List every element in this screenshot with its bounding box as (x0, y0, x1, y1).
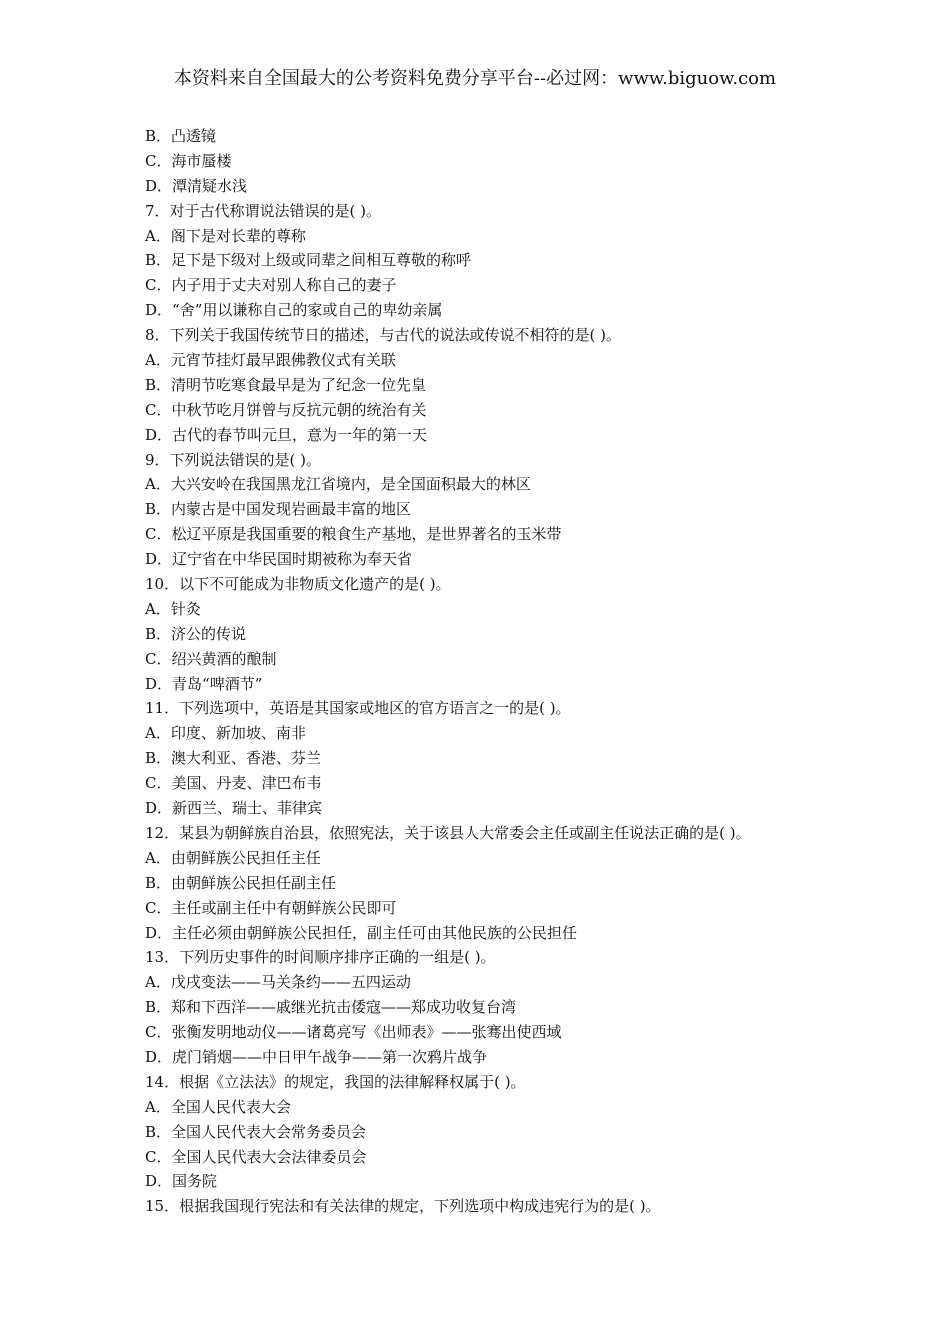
answer-option: C．全国人民代表大会法律委员会 (145, 1147, 367, 1166)
answer-option: C．张衡发明地动仪——诸葛亮写《出师表》——张骞出使西域 (145, 1023, 562, 1042)
answer-option: B．澳大利亚、香港、芬兰 (145, 749, 322, 768)
answer-option: A．由朝鲜族公民担任主任 (145, 848, 321, 867)
answer-option: A．大兴安岭在我国黑龙江省境内，是全国面积最大的林区 (145, 475, 531, 494)
answer-option: B．由朝鲜族公民担任副主任 (145, 873, 337, 892)
answer-option: D．虎门销烟——中日甲午战争——第一次鸦片战争 (145, 1047, 488, 1066)
answer-option: D．国务院 (145, 1172, 218, 1191)
answer-option: C．主任或副主任中有朝鲜族公民即可 (145, 898, 397, 917)
answer-option: B．内蒙古是中国发现岩画最丰富的地区 (145, 500, 412, 519)
answer-option: D．“舍”用以谦称自己的家或自己的卑幼亲属 (145, 301, 443, 320)
question-stem: 11．下列选项中，英语是其国家或地区的官方语言之一的是( )。 (145, 699, 571, 718)
question-stem: 7．对于古代称谓说法错误的是( )。 (145, 201, 382, 220)
answer-option: B．足下是下级对上级或同辈之间相互尊敬的称呼 (145, 251, 472, 270)
answer-option: D．辽宁省在中华民国时期被称为奉天省 (145, 550, 413, 569)
document-body (145, 124, 925, 1219)
answer-option: D．古代的春节叫元旦，意为一年的第一天 (145, 425, 428, 444)
answer-option: B．清明节吃寒食最早是为了纪念一位先皇 (145, 375, 427, 394)
answer-option: A．印度、新加坡、南非 (145, 724, 306, 743)
answer-option: C．中秋节吃月饼曾与反抗元朝的统治有关 (145, 400, 427, 419)
question-stem: 12．某县为朝鲜族自治县，依照宪法，关于该县人大常委会主任或副主任说法正确的是( )。 (145, 823, 751, 842)
answer-option: D．新西兰、瑞士、菲律宾 (145, 799, 323, 818)
answer-option: A．针灸 (145, 599, 201, 618)
answer-option: C．美国、丹麦、津巴布韦 (145, 774, 322, 793)
answer-option: B．凸透镜 (145, 127, 217, 145)
page-header: 本资料来自全国最大的公考资料免费分享平台--必过网：www.biguow.com (173, 68, 777, 89)
answer-option: A．全国人民代表大会 (145, 1097, 291, 1116)
question-stem: 8．下列关于我国传统节日的描述，与古代的说法或传说不相符的是( )。 (145, 326, 622, 345)
answer-option: B．郑和下西洋——戚继光抗击倭寇——郑成功收复台湾 (145, 998, 517, 1017)
answer-option: C．松辽平原是我国重要的粮食生产基地，是世界著名的玉米带 (145, 525, 562, 544)
answer-option: C．内子用于丈夫对别人称自己的妻子 (145, 276, 397, 295)
answer-option: C．绍兴黄酒的酿制 (145, 649, 277, 668)
answer-option: C．海市蜃楼 (145, 151, 232, 170)
question-stem: 9．下列说法错误的是( )。 (145, 450, 322, 469)
question-stem: 14．根据《立法法》的规定，我国的法律解释权属于( )。 (145, 1072, 526, 1091)
question-stem: 13．下列历史事件的时间顺序排序正确的一组是( )。 (145, 948, 496, 967)
answer-option: D．青岛“啤酒节” (145, 674, 263, 693)
answer-option: B．全国人民代表大会常务委员会 (145, 1122, 367, 1141)
answer-option: B．济公的传说 (145, 624, 247, 643)
answer-option: D．主任必须由朝鲜族公民担任，副主任可由其他民族的公民担任 (145, 923, 578, 942)
answer-option: A．阁下是对长辈的尊称 (145, 226, 306, 245)
answer-option: D．潭清疑水浅 (145, 176, 248, 195)
answer-option: A．元宵节挂灯最早跟佛教仪式有关联 (145, 351, 396, 370)
question-stem: 10．以下不可能成为非物质文化遗产的是( )。 (145, 575, 451, 594)
answer-option: A．戊戌变法——马关条约——五四运动 (145, 973, 411, 992)
question-stem: 15．根据我国现行宪法和有关法律的规定，下列选项中构成违宪行为的是( )。 (145, 1197, 661, 1216)
